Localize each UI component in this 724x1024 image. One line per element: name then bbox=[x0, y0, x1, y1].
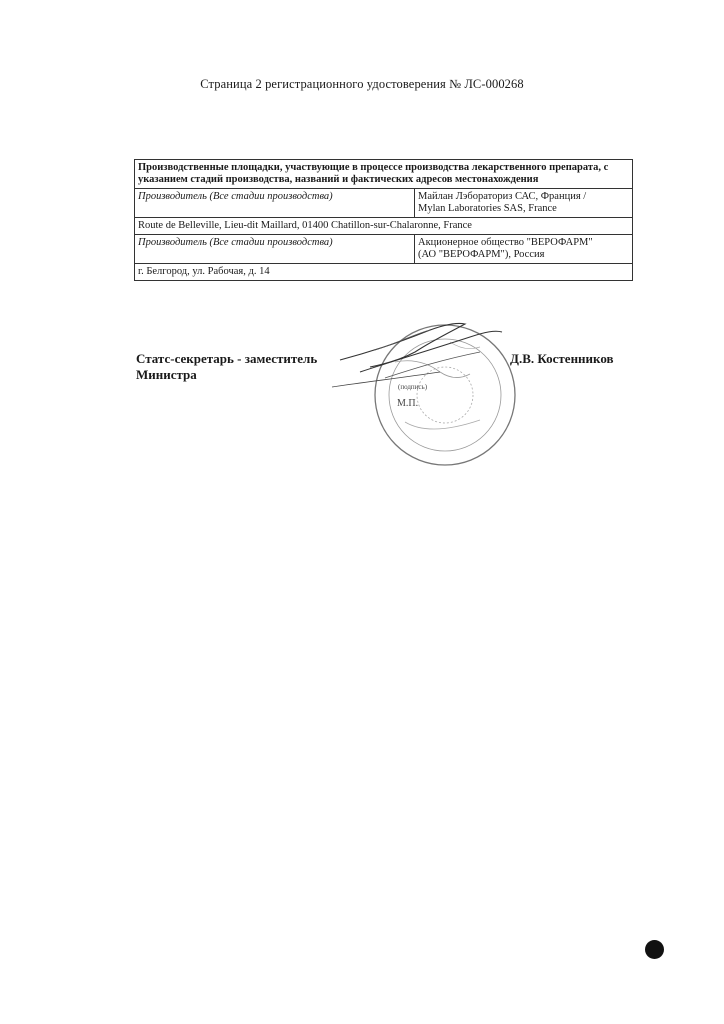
table-row bbox=[135, 189, 633, 218]
page-marker-dot bbox=[645, 940, 664, 959]
signatory-title bbox=[136, 351, 317, 383]
company-name-line: Майлан Лэбораториз САС, Франция / bbox=[418, 191, 587, 202]
page-header: Страница 2 регистрационного удостоверения № ЛС-000268 bbox=[200, 77, 524, 91]
signatory-title-line: Министра bbox=[136, 367, 197, 382]
table-header-row bbox=[135, 160, 633, 189]
address-cell: г. Белгород, ул. Рабочая, д. 14 bbox=[135, 264, 633, 281]
signatory-title-line: Статс-секретарь - заместитель bbox=[136, 351, 318, 366]
official-seal-icon bbox=[330, 312, 530, 482]
company-name-line: (АО "ВЕРОФАРМ"), Россия bbox=[418, 249, 545, 260]
table-heading: Производственные площадки, участвующие в процессе производства лекарственного препарата, с указанием стадий производства, названий и фактических адресов местонахождения bbox=[135, 160, 633, 189]
company-cell bbox=[415, 189, 633, 218]
company-name-line: Mylan Laboratories SAS, France bbox=[418, 203, 557, 214]
role-cell: Производитель (Все стадии производства) bbox=[135, 235, 415, 264]
address-cell: Route de Belleville, Lieu-dit Maillard, 01400 Chatillon-sur-Chalaronne, France bbox=[135, 218, 633, 235]
role-cell: Производитель (Все стадии производства) bbox=[135, 189, 415, 218]
company-name-line: Акционерное общество "ВЕРОФАРМ" bbox=[418, 237, 593, 248]
signature-caption: (подпись) bbox=[398, 383, 428, 391]
manufacturing-sites-table bbox=[134, 159, 633, 281]
signatory-name: Д.В. Костенников bbox=[510, 351, 614, 366]
company-cell bbox=[415, 235, 633, 264]
table-row bbox=[135, 264, 633, 281]
stamp-place-label: М.П. bbox=[397, 398, 419, 409]
table-row bbox=[135, 235, 633, 264]
table-row bbox=[135, 218, 633, 235]
